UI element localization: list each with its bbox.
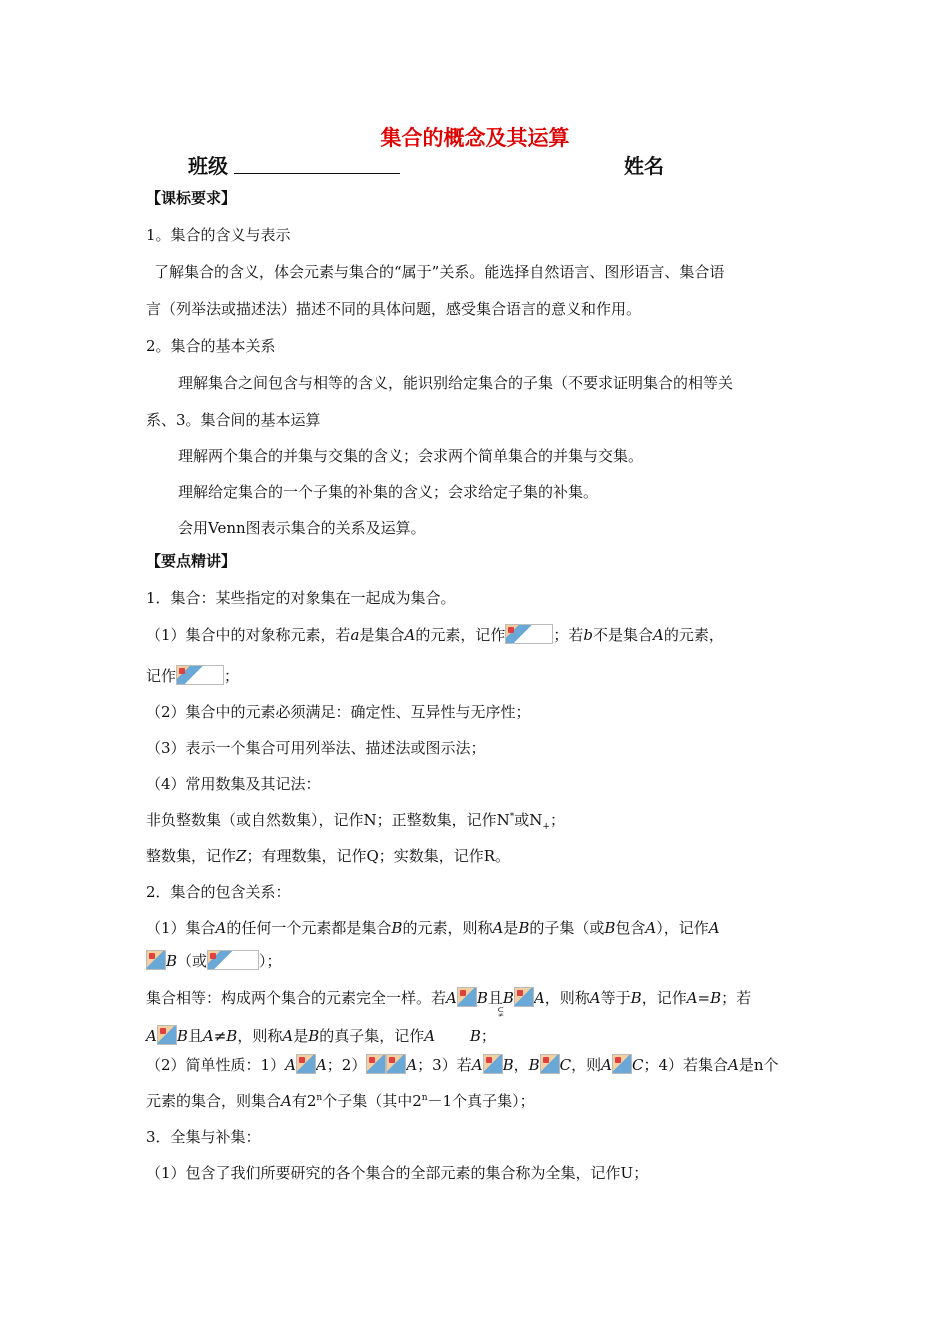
formula-image-icon bbox=[146, 950, 166, 970]
formula-image-icon bbox=[514, 987, 534, 1007]
requirement-3-text-b: 理解给定集合的一个子集的补集的含义；会求给定子集的补集。 bbox=[178, 483, 599, 501]
point-1-1: （1）集合中的对象称元素，若a是集合A的元素，记作 ；若b不是集合A的元素， bbox=[146, 626, 724, 644]
section-header-requirements: 【课标要求】 bbox=[146, 189, 237, 207]
student-info-bar bbox=[0, 150, 950, 180]
formula-image-icon bbox=[483, 1054, 503, 1074]
number-sets-line-2: 整数集，记作Z；有理数集，记作Q；实数集，记作R。 bbox=[146, 847, 511, 865]
document-title: 集合的概念及其运算 bbox=[380, 126, 570, 150]
formula-image-icon bbox=[366, 1054, 386, 1074]
point-2: 2．集合的包含关系： bbox=[146, 883, 291, 901]
set-equality-line: 集合相等：构成两个集合的元素完全一样。若A B且B A，则称A等于B，记作A=B；若 bbox=[146, 989, 752, 1007]
section-header-key-points: 【要点精讲】 bbox=[146, 552, 237, 570]
point-2-1: （1）集合A的任何一个元素都是集合B的元素，则称A是B的子集（或B包含A），记作A bbox=[146, 919, 720, 937]
proper-subset-symbol: ⫋ bbox=[497, 1005, 504, 1020]
point-3-1: （1）包含了我们所要研究的各个集合的全部元素的集合称为全集，记作U； bbox=[146, 1164, 649, 1182]
name-label: 姓名 bbox=[624, 154, 664, 178]
requirement-3-text-a: 理解两个集合的并集与交集的含义；会求两个简单集合的并集与交集。 bbox=[178, 447, 644, 465]
point-1-3: （3）表示一个集合可用列举法、描述法或图示法； bbox=[146, 739, 486, 757]
formula-image-icon bbox=[157, 1025, 177, 1045]
point-2-2-cont: 元素的集合，则集合A有2$^n$个子集（其中$2^n-1$个真子集）； bbox=[146, 1092, 535, 1110]
requirement-1-title: 1。集合的含义与表示 bbox=[146, 226, 291, 244]
formula-image-icon bbox=[386, 1054, 406, 1074]
class-blank-line bbox=[234, 173, 400, 174]
requirement-2-text: 理解集合之间包含与相等的含义，能识别给定集合的子集（不要求证明集合的相等关 bbox=[178, 374, 734, 392]
formula-image-icon bbox=[612, 1054, 632, 1074]
formula-image-icon bbox=[296, 1054, 316, 1074]
point-3: 3．全集与补集： bbox=[146, 1128, 261, 1146]
requirement-1-text-b: 言（列举法或描述法）描述不同的具体问题，感受集合语言的意义和作用。 bbox=[146, 300, 642, 318]
formula-image-icon bbox=[540, 1054, 560, 1074]
proper-subset-line: A B且A≠B，则称A是B的真子集，记作A B； ⫋ bbox=[146, 1021, 810, 1041]
formula-image-icon bbox=[505, 624, 553, 644]
formula-image-icon bbox=[176, 665, 224, 685]
point-1: 1．集合：某些指定的对象集在一起成为集合。 bbox=[146, 589, 456, 607]
class-label: 班级 bbox=[188, 154, 228, 178]
point-1-4: （4）常用数集及其记法： bbox=[146, 775, 321, 793]
requirement-1-text-a: 了解集合的含义，体会元素与集合的“属于”关系。能选择自然语言、图形语言、集合语 bbox=[154, 263, 725, 281]
requirement-3-text-c: 会用Venn图表示集合的关系及运算。 bbox=[178, 519, 426, 537]
requirement-3-title: 系、3。集合间的基本运算 bbox=[146, 411, 321, 429]
point-1-2: （2）集合中的元素必须满足：确定性、互异性与无序性； bbox=[146, 703, 531, 721]
requirement-2-title: 2。集合的基本关系 bbox=[146, 337, 276, 355]
point-2-1-cont: B（或 ）； bbox=[146, 950, 810, 970]
point-2-2: （2）简单性质：1）A A；2） A；3）若A B，B C，则A C；4）若集合A是n个 bbox=[146, 1056, 779, 1074]
document-body bbox=[146, 188, 810, 1183]
formula-image-icon bbox=[207, 950, 259, 970]
formula-image-icon bbox=[457, 987, 477, 1007]
number-sets-line-1: 非负整数集（或自然数集），记作N；正整数集，记作N*或$N_+$； bbox=[146, 811, 565, 832]
point-1-1-cont: 记作 ； bbox=[146, 667, 240, 685]
